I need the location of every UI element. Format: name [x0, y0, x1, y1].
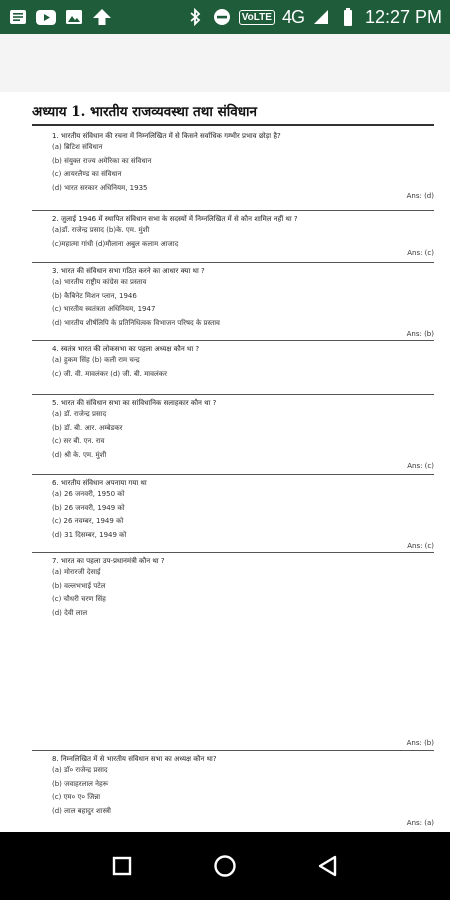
system-icons [185, 7, 442, 28]
answer-label: Ans: (c) [407, 542, 434, 550]
question-block [32, 128, 434, 200]
option: (b) डॉ. बी. आर. अम्बेडकर [52, 423, 123, 432]
question-text: 7. भारत का पहला उप-प्रधानमंत्री कौन था ? [52, 557, 165, 565]
volte-badge: VoLTE [239, 10, 275, 25]
option: (a) मोरारजी देसाई [52, 568, 101, 576]
option: (d) श्री के. एम. मुंशी [52, 450, 107, 459]
option: (a) डॉ. राजेन्द्र प्रसाद [52, 410, 107, 418]
option: (d) देवी लाल [52, 608, 88, 617]
question-block [32, 552, 434, 747]
do-not-disturb-icon [212, 8, 232, 26]
option: (b) 26 जनवरी, 1949 को [52, 503, 125, 512]
network-type: 4G [281, 6, 304, 27]
option: (b) जवाहरलाल नेहरू [52, 779, 109, 788]
option: (c) 26 नवम्बर, 1949 को [52, 517, 124, 525]
option: (a)डॉ. राजेन्द्र प्रसाद (b)के. एम. मुंशी [52, 226, 150, 234]
chapter-title: अध्याय 1. भारतीय राजव्यवस्था तथा संविधान [32, 102, 434, 126]
option: (a) हुकम सिंह (b) कली राम चन्द्र [52, 356, 140, 364]
answer-label: Ans: (d) [406, 192, 434, 200]
answer-label: Ans: (b) [406, 739, 434, 747]
question-text: 3. भारत की संविधान सभा गठित करने का आधार क्या था ? [52, 267, 205, 275]
question-block [32, 750, 434, 827]
bluetooth-icon [185, 8, 205, 26]
question-text: 4. स्वतंत्र भारत की लोकसभा का पहला अध्यक्ष कौन था ? [52, 345, 200, 353]
option: (d) भारतीय शीर्षलिपि के प्रतिनिधित्वक विभाजन परिषद के प्रस्ताव [52, 318, 220, 327]
question-block [32, 394, 434, 470]
question-block [32, 262, 434, 338]
answer-label: Ans: (a) [406, 819, 434, 827]
question-text: 6. भारतीय संविधान अपनाया गया था [52, 479, 147, 487]
question-text: 5. भारत की संविधान सभा का सांविधानिक सलाहकार कौन था ? [52, 399, 217, 407]
option: (c) सर बी. एन. राव [52, 437, 105, 445]
answer-label: Ans: (c) [407, 249, 434, 257]
home-icon[interactable] [209, 850, 241, 882]
back-icon[interactable] [312, 850, 344, 882]
question-text: 8. निम्नलिखित में से भारतीय संविधान सभा का अध्यक्ष कौन था? [52, 755, 217, 763]
question-block [32, 474, 434, 550]
question-text: 2. जुलाई 1946 में स्थापित संविधान सभा के सदस्यों में निम्नलिखित में से कौन शामिल नहीं था ? [52, 215, 298, 223]
recents-icon[interactable] [106, 850, 138, 882]
notification-icons [8, 8, 112, 26]
option: (b) वल्लभभाई पटेल [52, 581, 106, 590]
notes-icon [8, 8, 28, 26]
option: (b) संयुक्त राज्य अमेरिका का संविधान [52, 156, 152, 165]
battery-icon [338, 8, 358, 26]
image-icon [64, 8, 84, 26]
option: (a) 26 जनवरी, 1950 को [52, 490, 125, 498]
option: (d) भारत सरकार अधिनियम, 1935 [52, 183, 148, 192]
option: (c) एम० ए० जिन्ना [52, 793, 101, 801]
question-block [32, 340, 434, 381]
option: (d) लाल बहादुर शास्त्री [52, 806, 111, 815]
answer-label: Ans: (b) [406, 330, 434, 338]
option: (d) 31 दिसम्बर, 1949 को [52, 530, 127, 539]
question-text: 1. भारतीय संविधान की रचना में निम्नलिखित में से किसने सर्वाधिक गम्भीर प्रभाव छोड़ा है? [52, 132, 281, 140]
clock: 12:27 PM [364, 6, 442, 27]
option: (c)महात्मा गांधी (d)मौलाना अबुल कलाम आजाद [52, 239, 179, 248]
youtube-icon [36, 8, 56, 26]
option: (c) जी. वी. मावलंकर (d) जी. बी. मावलंकर [52, 369, 167, 378]
signal-icon [311, 8, 331, 26]
upload-icon [92, 8, 112, 26]
option: (c) आयरलैण्ड का संविधान [52, 170, 122, 178]
option: (b) कैबिनेट मिशन प्लान, 1946 [52, 291, 137, 300]
option: (a) भारतीय राष्ट्रीय कांग्रेस का प्रस्ताव [52, 278, 147, 286]
question-block [32, 210, 434, 257]
option: (c) चौधरी चरण सिंह [52, 595, 106, 603]
pdf-page[interactable] [24, 92, 434, 832]
status-bar [0, 0, 450, 34]
navigation-bar [0, 832, 450, 900]
viewer-toolbar-area [0, 34, 450, 92]
option: (c) भारतीय स्वतंत्रता अधिनियम, 1947 [52, 305, 156, 313]
option: (a) डॉ० राजेन्द्र प्रसाद [52, 766, 108, 774]
option: (a) ब्रिटिश संविधान [52, 143, 103, 151]
answer-label: Ans: (c) [407, 462, 434, 470]
